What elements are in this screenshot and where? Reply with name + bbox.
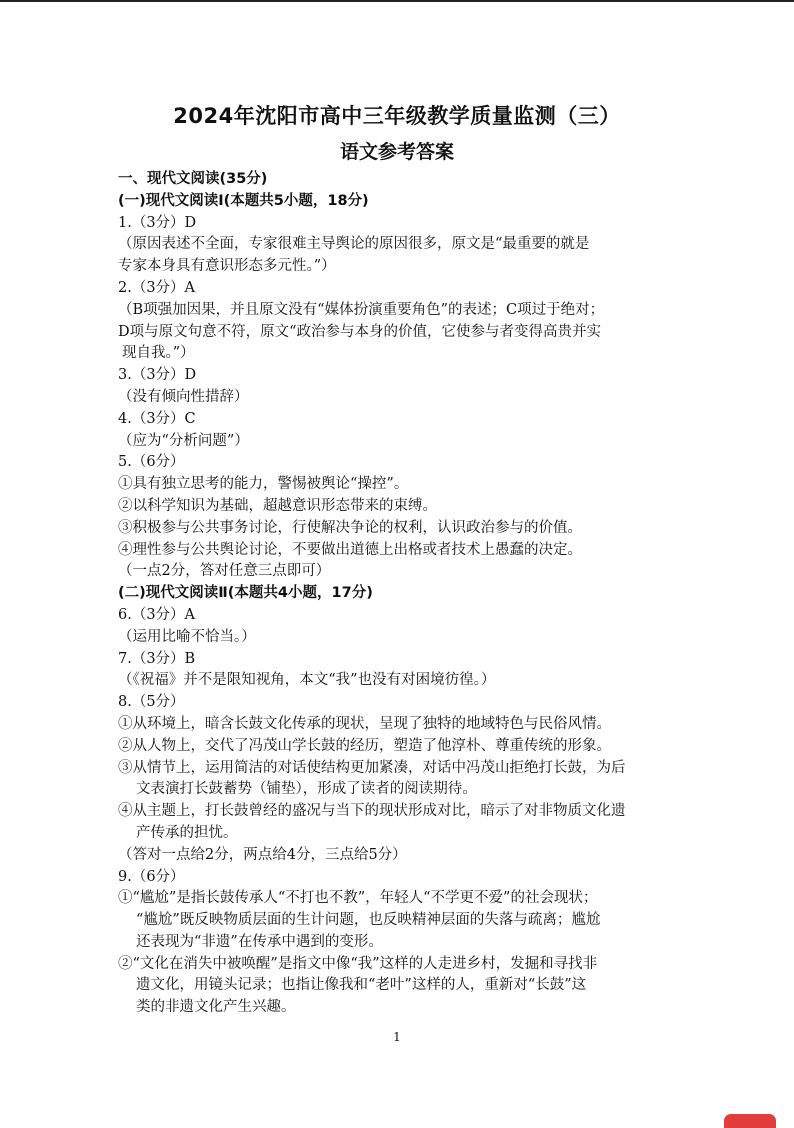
answer-line: 9.（6分）: [118, 868, 185, 885]
section-heading: (二)现代文阅读Ⅱ(本题共4小题，17分): [118, 585, 373, 602]
answer-line: ④理性参与公共舆论讨论，不要做出道德上出格或者技术上愚蠢的决定。: [118, 541, 582, 558]
answer-line: 现自我。”）: [122, 345, 195, 362]
answer-line: （B项强加因果，并且原文没有“媒体扮演重要角色”的表述；C项过于绝对；: [118, 301, 605, 318]
page-title: 2024年沈阳市高中三年级教学质量监测（三）: [173, 104, 621, 128]
answer-line: 6.（3分）A: [118, 606, 196, 623]
answer-line: 文表演打长鼓蓄势（铺垫），形成了读者的阅读期待。: [136, 781, 477, 798]
answer-line: 5.（6分）: [118, 454, 185, 471]
page-subtitle: 语文参考答案: [339, 141, 454, 163]
answer-line: D项与原文句意不符，原文“政治参与本身的价值，它使参与者变得高贵并实: [118, 323, 602, 340]
section-heading: 一、现代文阅读(35分): [118, 171, 268, 187]
answer-line: ③积极参与公共事务讨论，行使解决争论的权利，认识政治参与的价值。: [118, 519, 582, 536]
answer-line: 专家本身具有意识形态多元性。”）: [118, 258, 336, 275]
answer-line: （《祝福》并不是限知视角，本文“我”也没有对困境彷徨。）: [118, 672, 496, 689]
answer-line: ②“文化在消失中被唤醒”是指文中像“我”这样的人走进乡村，发掘和寻找非: [118, 955, 598, 972]
answer-line: 还表现为“非遗”在传承中遇到的变形。: [136, 933, 383, 950]
answer-line: （运用比喻不恰当。）: [118, 628, 256, 645]
answer-line: 产传承的担忧。: [136, 824, 238, 841]
corner-badge-icon: [724, 1114, 776, 1128]
answer-line: 4.（3分）C: [118, 410, 196, 427]
answer-line: ①从环境上，暗含长鼓文化传承的现状，呈现了独特的地域特色与民俗风情。: [118, 715, 611, 732]
page-number: 1: [393, 1030, 401, 1044]
answer-line: ①“尴尬”是指长鼓传承人“不打也不教”，年轻人“不学更不爱”的社会现状；: [118, 890, 598, 907]
answer-line: （原因表述不全面，专家很难主导舆论的原因很多，原文是“最重要的就是: [118, 236, 590, 253]
answer-line: 7.（3分）B: [118, 650, 196, 667]
section-heading: (一)现代文阅读Ⅰ(本题共5小题，18分): [118, 192, 369, 209]
answer-line: （应为“分析问题”）: [118, 432, 249, 449]
answer-line: 2.（3分）A: [118, 279, 196, 296]
answer-line: ②以科学知识为基础，超越意识形态带来的束缚。: [118, 497, 437, 514]
answer-line: ③从情节上，运用简洁的对话使结构更加紧凑，对话中冯茂山拒绝打长鼓，为后: [118, 759, 626, 776]
answer-line: ④从主题上，打长鼓曾经的盛况与当下的现状形成对比，暗示了对非物质文化遗: [118, 803, 626, 820]
answer-line: （答对一点给2分，两点给4分，三点给5分）: [118, 846, 407, 863]
answer-line: （一点2分，答对任意三点即可）: [118, 563, 331, 580]
answer-body: [118, 169, 678, 1019]
answer-line: 8.（5分）: [118, 694, 185, 711]
top-border-rule: [0, 0, 794, 2]
answer-line: （没有倾向性措辞）: [118, 388, 249, 405]
answer-line: ①具有独立思考的能力，警惕被舆论“操控”。: [118, 476, 409, 493]
answer-line: 3.（3分）D: [118, 367, 197, 384]
answer-line: 遗文化，用镜头记录；也指让像我和“老叶”这样的人，重新对“长鼓”这: [136, 977, 587, 994]
answer-line: ②从人物上，交代了冯茂山学长鼓的经历，塑造了他淳朴、尊重传统的形象。: [118, 737, 611, 754]
answer-line: 类的非遗文化产生兴趣。: [136, 999, 296, 1016]
answer-line: 1.（3分）D: [118, 214, 197, 231]
answer-line: “尴尬”既反映物质层面的生计问题，也反映精神层面的失落与疏离；尴尬: [136, 912, 601, 929]
